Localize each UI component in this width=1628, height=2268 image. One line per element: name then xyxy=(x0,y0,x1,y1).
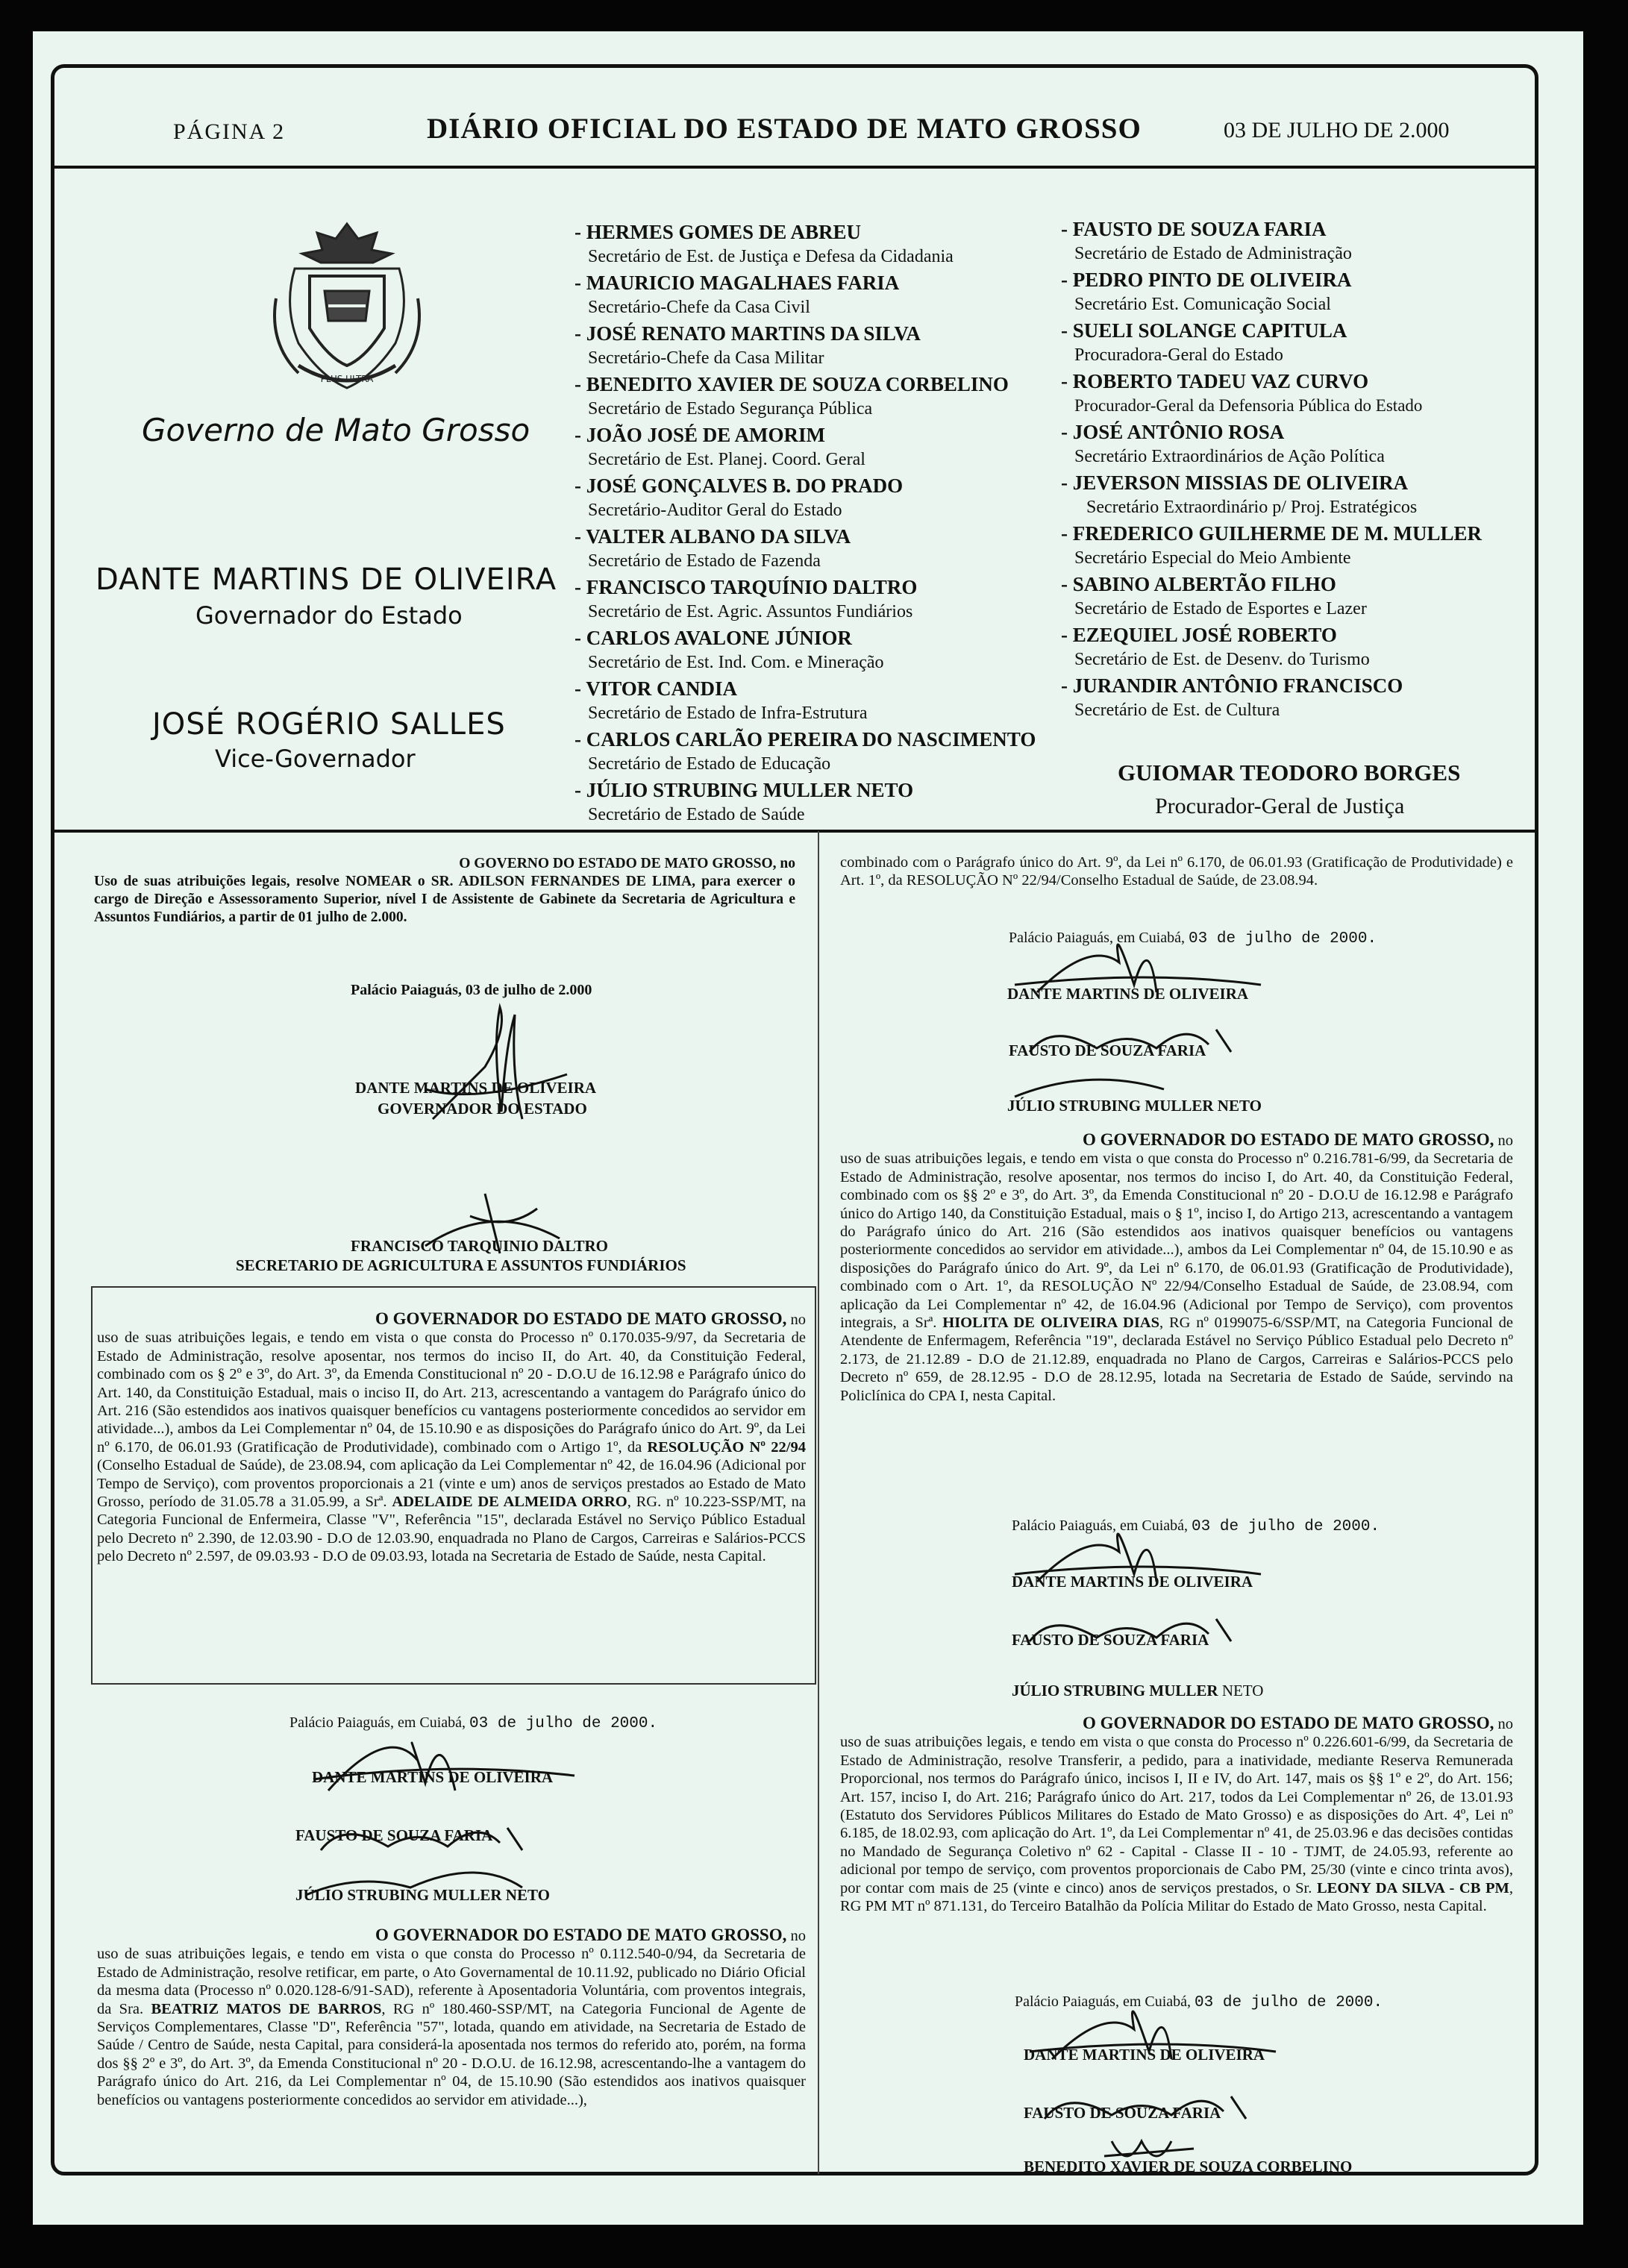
procurador-title: Procurador-Geral de Justiça xyxy=(1155,794,1405,818)
secretary-role: Secretário de Estado de Infra-Estrutura xyxy=(588,704,868,723)
crest-motto: PLUS ULTRA xyxy=(320,374,374,384)
page-title: DIÁRIO OFICIAL DO ESTADO DE MATO GROSSO xyxy=(427,113,1142,145)
secretary-role: Procurador-Geral da Defensoria Pública do Estado xyxy=(1074,396,1423,415)
signatory-name-text: JÚLIO STRUBING MULLER xyxy=(1012,1682,1218,1700)
secretary-name: - JÚLIO STRUBING MULLER NETO xyxy=(575,779,914,801)
act-intro-tail: no xyxy=(776,856,795,871)
governor-name: DANTE MARTINS DE OLIVEIRA xyxy=(96,563,557,597)
secretary-name: - JOSÉ ANTÔNIO ROSA xyxy=(1061,421,1285,443)
vice-governor-title: Vice-Governador xyxy=(215,745,416,773)
signatures-icon xyxy=(1000,918,1373,1104)
secretary-name: - JURANDIR ANTÔNIO FRANCISCO xyxy=(1061,674,1403,697)
secretary-role: Secretário de Estado de Educação xyxy=(588,754,831,774)
secretary-role: Secretário-Chefe da Casa Civil xyxy=(588,298,810,317)
secretary-name: - HERMES GOMES DE ABREU xyxy=(575,221,862,243)
column-divider xyxy=(818,831,819,2174)
secretary-role: Secretário-Auditor Geral do Estado xyxy=(588,501,842,520)
date-text: 03 de julho de 2000. xyxy=(1189,930,1377,947)
secretary-role: Secretário de Estado de Fazenda xyxy=(588,551,821,571)
signatory-name: DANTE MARTINS DE OLIVEIRA xyxy=(1007,985,1249,1003)
page-number: PÁGINA 2 xyxy=(173,119,286,144)
signatory-title: GOVERNADOR DO ESTADO xyxy=(378,1100,587,1118)
secretary-role: Secretário Extraordinários de Ação Política xyxy=(1074,447,1385,466)
secretary-name: - JOSÉ RENATO MARTINS DA SILVA xyxy=(575,322,921,345)
signatory-name: JÚLIO STRUBING MULLER NETO xyxy=(295,1886,550,1904)
secretary-role: Secretário de Est. Agric. Assuntos Fundiários xyxy=(588,602,913,621)
act-body: , RG. nº 10.223-SSP/MT, na Categoria Funcional de Enfermeira, Classe "V", Referência "15", declarada Estável no Serviço Público Estadual pelo Decreto nº 2.390, de 12.03.90 - D.O de 12.03.90, enquadrada no Plano de Cargos, Carreiras e Salários-PCCS pelo Decreto nº 2.597, de 09.03.93 - D.O de 09.03.93, lotada na Secretaria de Estado de Saúde, nesta Capital. xyxy=(97,1494,807,1565)
secretary-role: Secretário de Estado Segurança Pública xyxy=(588,399,873,419)
date-text: 03 de julho de 2000. xyxy=(469,1715,658,1732)
secretary-role: Secretário de Estado de Esportes e Lazer xyxy=(1074,599,1367,618)
secretary-name: - CARLOS CARLÃO PEREIRA DO NASCIMENTO xyxy=(575,728,1036,751)
secretary-role: Secretário de Est. de Justiça e Defesa da Cidadania xyxy=(588,247,954,266)
act-reserva-remunerada xyxy=(840,1714,1513,1915)
place-text: Palácio Paiaguás, em Cuiabá, xyxy=(289,1714,466,1731)
secretary-role: Secretário Especial do Meio Ambiente xyxy=(1074,548,1351,568)
secretary-name: - VALTER ALBANO DA SILVA xyxy=(575,525,851,548)
procurador-name: GUIOMAR TEODORO BORGES xyxy=(1118,759,1461,786)
act-body: (Conselho Estadual de Saúde), de 23.08.94, com aplicação da Lei Complementar nº 42, de 16.04.96 (Adicional por Tempo de Serviço), com proventos proporcionais a 21 (vinte e um) anos de serviços prestados ao Estado de Mato Grosso, período de 31.05.78 a 31.05.99, a Srª. xyxy=(97,1457,806,1511)
act-body: uso de suas atribuições legais, e tendo em vista o que consta do Processo nº 0.216.781-6/99, da Secretaria de Estado de Administração, resolve aposentar, nos termos do inciso I, do Art. 40, da Constituição Federal, combinado com os §§ 2º e 3º, do Art. 3º, da Emenda Constitucional nº 20 - D.O.U de 16.12.98 e Parágrafo único do Artigo 140, da Constituição Estadual, mais o § 1º, inciso I, do Artigo 213, acrescentando a vantagem do Parágrafo único do Art. 216 (São estendidos aos inativos quaisquer benefícios ou vantagens posteriormente concedidos ao servidor em atividade...), ambos da Lei Complementar nº 04, de 15.10.90 e as disposições do Parágrafo único do Art. 9º, da Lei nº 6.170, de 06.01.93 (Gratificação de Produtividade), combinado com o Art. 1º, da RESOLUÇÃO Nº 22/94/Conselho Estadual de Saúde, de 23.08.94, com aplicação da Lei Complementar nº 42, de 16.04.96 (Adicional por Tempo de Serviço), com proventos integrais, a Srª. xyxy=(840,1150,1513,1332)
act-intro: O GOVERNADOR DO ESTADO DE MATO GROSSO, xyxy=(1082,1714,1494,1732)
act-intro-tail: no xyxy=(786,1312,806,1328)
act-person: HIOLITA DE OLIVEIRA DIAS xyxy=(942,1315,1160,1332)
page-date: 03 DE JULHO DE 2.000 xyxy=(1224,118,1450,142)
secretary-name: - BENEDITO XAVIER DE SOUZA CORBELINO xyxy=(575,373,1009,395)
secretary-role: Procuradora-Geral do Estado xyxy=(1074,345,1283,365)
signatory-name xyxy=(1012,1682,1263,1700)
act-nomeacao xyxy=(94,855,795,927)
signatory-name: DANTE MARTINS DE OLIVEIRA xyxy=(1012,1573,1253,1591)
vice-governor-name: JOSÉ ROGÉRIO SALLES xyxy=(152,707,506,742)
secretary-name: - EZEQUIEL JOSÉ ROBERTO xyxy=(1061,624,1337,646)
act-intro-tail: no xyxy=(1494,1716,1513,1732)
date-text: 03 de julho de 2000. xyxy=(1195,1994,1383,2011)
signatory-name: JÚLIO STRUBING MULLER NETO xyxy=(1007,1097,1262,1115)
signatures-icon xyxy=(298,1708,671,1902)
act-body: combinado com o Parágrafo único do Art. 9º, da Lei nº 6.170, de 06.01.93 (Gratificação de Produtividade) e Art. 1º, da RESOLUÇÃO Nº 22/94/Conselho Estadual de Saúde, de 23.08.94. xyxy=(840,854,1513,889)
secretary-role: Secretário de Estado de Administração xyxy=(1074,244,1352,263)
signatory-name: BENEDITO XAVIER DE SOUZA CORBELINO xyxy=(1024,2158,1353,2175)
secretary-role: Secretário de Estado de Saúde xyxy=(588,805,805,824)
secretary-role: Secretário Est. Comunicação Social xyxy=(1074,295,1331,314)
place-text: Palácio Paiaguás, em Cuiabá, xyxy=(1012,1517,1189,1534)
signatory-name: DANTE MARTINS DE OLIVEIRA xyxy=(355,1079,597,1097)
government-script-title: Governo de Mato Grosso xyxy=(142,412,530,448)
signatory-name-tail: NETO xyxy=(1221,1682,1264,1700)
signatory-name: FAUSTO DE SOUZA FARIA xyxy=(1024,2104,1221,2122)
signatory-name: DANTE MARTINS DE OLIVEIRA xyxy=(312,1768,554,1786)
signatory-title: SECRETARIO DE AGRICULTURA E ASSUNTOS FUNDIÁRIOS xyxy=(236,1256,686,1274)
secretaries-list-2 xyxy=(1061,216,1482,724)
header-divider xyxy=(52,166,1537,169)
act-intro: O GOVERNADOR DO ESTADO DE MATO GROSSO, xyxy=(1082,1130,1494,1149)
secretary-name: - JEVERSON MISSIAS DE OLIVEIRA xyxy=(1061,472,1409,494)
act-person: BEATRIZ MATOS DE BARROS xyxy=(151,2000,382,2017)
act-body: uso de suas atribuições legais, e tendo em vista o que consta do Processo nº 0.226.601-6/99, da Secretaria de Estado de Administração, resolve Transferir, a pedido, para a inatividade, mediante Reserva Remunerada Proporcional, nos termos do Parágrafo único, incisos I, II e IV, do Art. 147, mais os §§ 1º e 2º, do Art. 156; Art. 157, inciso I, do Art. 216; Parágrafo único do Art. 217, todos da Lei Complementar nº 26, de 13.01.93 (Estatuto dos Servidores Públicos Militares do Estado de Mato Grosso) e as disposições do Art. 4º, Lei nº 6.185, de 18.02.93, com aplicação do Art. 1º, da Lei Complementar nº 41, de 25.03.96 e das decisões contidas no Mandado de Segurança Coletivo nº 62 - Capital - Classe II - 10 - TJMT, de 24.05.93, referente ao adicional por tempo de serviço, com proventos proporcionais de Cabo PM, 25/30 (vinte e cinco trinta avos), por contar com mais de 25 (vinte e cinco) anos de serviços prestados, o Sr. xyxy=(840,1734,1513,1896)
secretary-role: Secretário de Est. de Cultura xyxy=(1074,701,1280,720)
secretary-name: - SUELI SOLANGE CAPITULA xyxy=(1061,319,1347,342)
act-body: uso de suas atribuições legais, e tendo em vista o que consta do Processo nº 0.170.035-9/97, da Secretaria de Estado de Administração, resolve aposentar, nos termos do inciso II, do Art. 40, da Constituição Federal, combinado com os § 2º e 3º, do Art. 3º, da Emenda Constitucional nº 20 - D.O.U de 16.12.98 e Parágrafo único do Art. 140, da Constituição Estadual, mais o inciso II, do Art. 213, acrescentando a vantagem do Parágrafo único do Art. 216 (São estendidos aos inativos quaisquer benefícios cu vantagens posteriormente concedidos ao servidor em atividade...), ambos da Lei Complementar nº 04, de 15.10.90 e as disposições do Parágrafo único do Art. 9º, da Lei nº 6.170, de 06.01.93 (Gratificação de Produtividade), combinado com o Artigo 1º, da xyxy=(97,1329,806,1456)
signatory-name: FAUSTO DE SOUZA FARIA xyxy=(1009,1041,1206,1059)
secretaries-list-1 xyxy=(575,219,1036,828)
date-text: 03 de julho de 2000. xyxy=(1192,1518,1380,1535)
act-intro-tail: no xyxy=(1494,1133,1513,1149)
secretary-name: - FREDERICO GUILHERME DE M. MULLER xyxy=(1061,522,1483,545)
act-intro-tail: no xyxy=(786,1928,806,1944)
secretary-name: - CARLOS AVALONE JÚNIOR xyxy=(575,627,852,649)
act-resolution: RESOLUÇÃO Nº 22/94 xyxy=(647,1438,806,1456)
secretary-name: - FAUSTO DE SOUZA FARIA xyxy=(1061,218,1327,240)
act-intro: O GOVERNO DO ESTADO DE MATO GROSSO, xyxy=(459,856,777,871)
secretary-name: - FRANCISCO TARQUÍNIO DALTRO xyxy=(575,576,918,598)
secretary-name: - PEDRO PINTO DE OLIVEIRA xyxy=(1061,269,1352,291)
secretary-name: - SABINO ALBERTÃO FILHO xyxy=(1061,573,1336,595)
act-body: , RG PM MT nº 871.131, do Terceiro Batalhão da Polícia Militar do Estado de Mato Grosso, nesta Capital. xyxy=(840,1879,1513,1915)
act-body: , RG nº 0199075-6/SSP/MT, na Categoria Funcional de Atendente de Enfermagem, Referência "19", declarada Estável no Serviço Público Estadual pelo Decreto nº 2.173, de 21.12.89 - D.O de 21.12.89, enquadrada no Plano de Cargos, Carreiras e Salários-PCCS pelo Decreto nº 659, de 28.12.95 - D.O de 28.12.95, lotada na Secretaria de Estado de Saúde, servindo na Policlínica do CPA I, nesta Capital. xyxy=(840,1315,1514,1404)
act-retificacao xyxy=(97,1926,806,2109)
act-aposentadoria-2 xyxy=(840,1131,1513,1405)
secretary-name: - VITOR CANDIA xyxy=(575,677,738,700)
act-person: LEONY DA SILVA - CB PM xyxy=(1316,1879,1509,1896)
act-intro: O GOVERNADOR DO ESTADO DE MATO GROSSO, xyxy=(375,1309,787,1328)
secretary-name: - JOSÉ GONÇALVES B. DO PRADO xyxy=(575,474,904,497)
secretary-role: Secretário de Est. de Desenv. do Turismo xyxy=(1074,650,1370,669)
signatures-icon xyxy=(1015,1985,1388,2171)
masthead-divider xyxy=(52,830,1537,833)
act-body: Uso de suas atribuições legais, resolve NOMEAR o SR. ADILSON FERNANDES DE LIMA, para exercer o cargo de Direção e Assessoramento Superior, nível I de Assistente de Gabinete da Secretaria de Agricultura e Assuntos Fundiários, a partir de 01 julho de 2.000. xyxy=(94,874,795,925)
signatory-name: FRANCISCO TARQUINIO DALTRO xyxy=(351,1237,609,1255)
secretary-name: - JOÃO JOSÉ DE AMORIM xyxy=(575,424,826,446)
secretary-role: Secretário de Est. Ind. Com. e Mineração xyxy=(588,653,884,672)
secretary-name: - ROBERTO TADEU VAZ CURVO xyxy=(1061,370,1369,392)
act-place-date: Palácio Paiaguás, 03 de julho de 2.000 xyxy=(351,982,592,998)
signatory-name: FAUSTO DE SOUZA FARIA xyxy=(1012,1631,1209,1649)
signatory-name: DANTE MARTINS DE OLIVEIRA xyxy=(1024,2046,1265,2064)
secretary-role: Secretário de Est. Planej. Coord. Geral xyxy=(588,450,865,469)
act-intro: O GOVERNADOR DO ESTADO DE MATO GROSSO, xyxy=(375,1926,787,1944)
act-continuation xyxy=(840,853,1513,890)
governor-title: Governador do Estado xyxy=(195,601,463,630)
place-text: Palácio Paiaguás, em Cuiabá, xyxy=(1009,930,1186,946)
act-aposentadoria-1 xyxy=(97,1310,806,1566)
act-person: ADELAIDE DE ALMEIDA ORRO xyxy=(392,1494,627,1511)
signatory-name: FAUSTO DE SOUZA FARIA xyxy=(295,1826,493,1844)
coat-of-arms-icon xyxy=(254,216,440,403)
secretary-role: Secretário-Chefe da Casa Militar xyxy=(588,348,824,368)
act-body: uso de suas atribuições legais, e tendo em vista o que consta do Processo nº 0.112.540-0/94, da Secretaria de Estado de Administração, resolve retificar, em parte, o Ato Governamental de 10.11.92, publicado no Diário Oficial da mesma data (Processo nº 0.020.128-6/91-SAD), referente à Aposentadoria Voluntária, com proventos integrais, da Sra. xyxy=(97,1946,806,2017)
secretary-role: Secretário Extraordinário p/ Proj. Estratégicos xyxy=(1086,498,1418,517)
place-text: Palácio Paiaguás, em Cuiabá, xyxy=(1015,1993,1192,2010)
secretary-name: - MAURICIO MAGALHAES FARIA xyxy=(575,272,900,294)
act-body: , RG nº 180.460-SSP/MT, na Categoria Funcional de Agente de Serviços Complementares, Classe "D", Referência "57", lotada, quando em atividade, na Secretaria de Estado de Saúde / Centro de Saúde, nesta Capital, para considerá-la aposentada nos termos do referido ato, porém, na forma dos §§ 2º e 3º, do Art. 3º, da Emenda Constitucional nº 20 - D.O.U. de 16.12.98, acrescentando-lhe a vantagem do Parágrafo único do Art. 216, da Lei Complementar nº 04, de 15.10.90 (São estendidos aos inativos quaisquer benefícios ou vantagens posteriormente concedidos ao servidor em atividade...), xyxy=(97,2000,806,2108)
